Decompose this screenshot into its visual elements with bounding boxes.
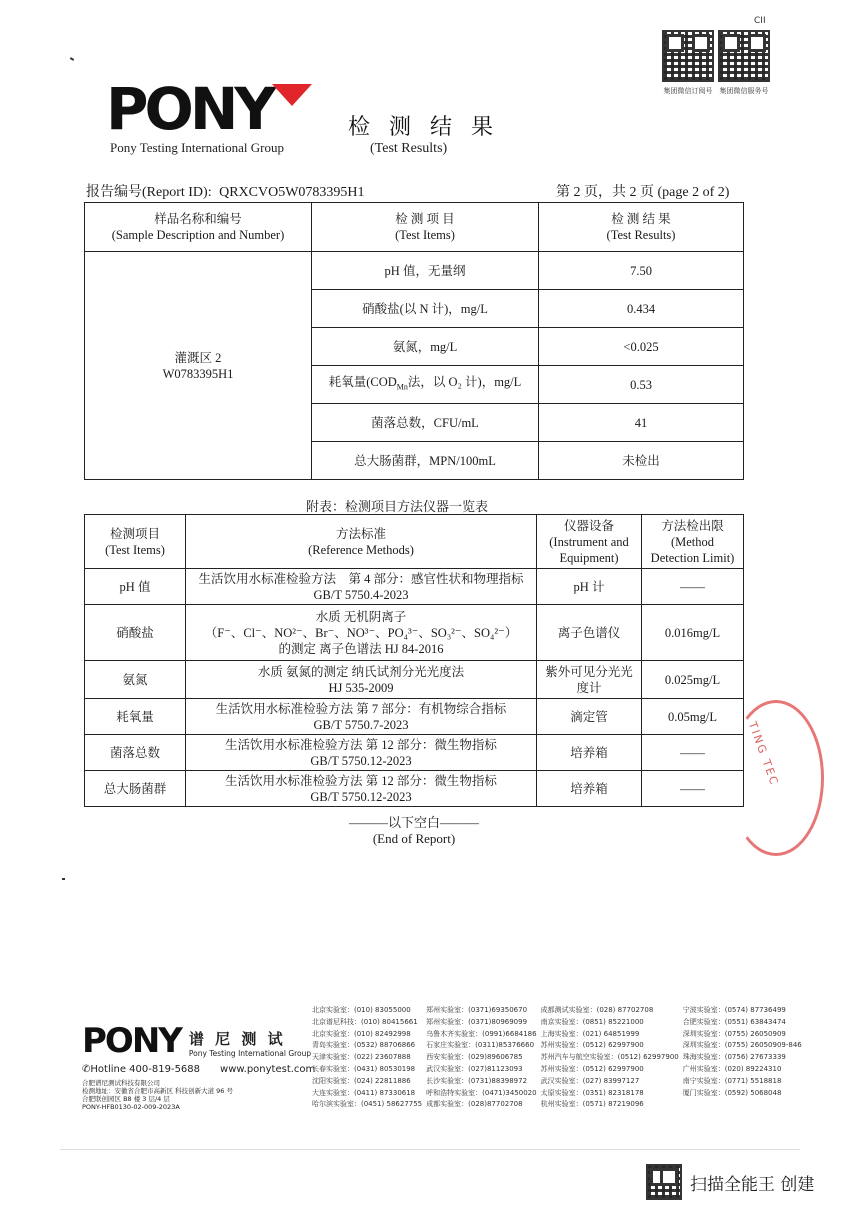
office-entry: 成都测试实验室：(028) 87702708 <box>540 1006 654 1014</box>
qr-caption-service: 集团微信服务号 <box>719 87 769 95</box>
appendix-method: 生活饮用水标准检验方法 第 12 部分：微生物指标 GB/T 5750.12-2023 <box>186 735 537 771</box>
appendix-method: 水质 氨氮的测定 纳氏试剂分光光度法 HJ 535-2009 <box>186 661 537 699</box>
table-row <box>85 252 744 290</box>
scanner-qr-icon <box>646 1164 682 1200</box>
appendix-table <box>84 514 744 807</box>
sample-cell <box>85 252 312 480</box>
office-entry: 太原实验室：(0351) 82318178 <box>540 1088 644 1097</box>
appendix-item: 硝酸盐 <box>85 605 186 661</box>
footer-divider <box>60 1149 800 1150</box>
appendix-instrument: 紫外可见分光光度计 <box>537 661 642 699</box>
table-row <box>85 661 744 699</box>
test-item: pH 值，无量纲 <box>312 252 539 290</box>
office-entry: 厦门实验室：(0592) 5068048 <box>682 1088 782 1097</box>
office-entry: 南京实验室：(0851) 85221000 <box>540 1017 644 1026</box>
office-entry: 广州实验室：(020) 89224310 <box>682 1064 782 1073</box>
header-sample: 样品名称和编号 (Sample Description and Number) <box>85 203 312 252</box>
end-of-report <box>314 812 514 847</box>
header-test-results: 检 测 结 果 (Test Results) <box>539 203 744 252</box>
office-entry: 青岛实验室：(0532) 88706866 <box>312 1041 416 1050</box>
office-entry: 天津实验室：(022) 23607888 <box>312 1053 411 1062</box>
office-entry: 北京谱尼科技：(010) 80415661 <box>312 1017 418 1026</box>
corner-mark: CII <box>754 16 766 26</box>
appendix-limit: 0.025mg/L <box>642 661 744 699</box>
appendix-limit: —— <box>642 735 744 771</box>
scan-speck <box>70 57 74 61</box>
logo-brand: PONY <box>106 75 273 143</box>
office-entry: 大连实验室：(0411) 87330618 <box>312 1088 416 1097</box>
office-entry: 乌鲁木齐实验室：(0991)6684186 <box>426 1029 537 1038</box>
office-entry: 上海实验室：(021) 64851999 <box>540 1029 640 1038</box>
test-result: 0.434 <box>539 290 744 328</box>
test-result: 41 <box>539 404 744 442</box>
test-item: 耗氧量($COD_{Mn}$法，以 O₂ 计)，mg/L <box>312 366 539 404</box>
scan-speck <box>62 878 65 880</box>
report-id <box>86 181 365 201</box>
doc-title-cn: 检 测 结 果 <box>348 115 499 140</box>
scanner-watermark: 扫描全能王 创建 <box>690 1175 815 1195</box>
appendix-method: 生活饮用水标准检验方法 第 4 部分：感官性状和物理指标 GB/T 5750.4-2023 <box>186 569 537 605</box>
table-row <box>85 735 744 771</box>
appendix-item: pH 值 <box>85 569 186 605</box>
office-entry: 呼和浩特实验室：(0471)3450020 <box>426 1088 537 1097</box>
office-entry: 北京实验室：(010) 83055000 <box>312 1006 411 1014</box>
header-test-items: 检 测 项 目 (Test Items) <box>312 203 539 252</box>
appendix-item: 总大肠菌群 <box>85 771 186 807</box>
office-entry: 哈尔滨实验室：(0451) 58627755 <box>312 1100 423 1109</box>
appendix-header-limit: 方法检出限 (Method Detection Limit) <box>642 515 744 569</box>
office-entry: 杭州实验室：(0571) 87219096 <box>540 1100 644 1109</box>
test-item: 硝酸盐(以 N 计)，mg/L <box>312 290 539 328</box>
footer-brand-block <box>82 1021 316 1111</box>
logo-subtitle: Pony Testing International Group <box>110 140 284 155</box>
appendix-limit: —— <box>642 569 744 605</box>
office-entry: 郑州实验室：(0371)69350670 <box>426 1006 528 1014</box>
sample-name: 灌溉区 2 <box>174 350 222 365</box>
appendix-header-item: 检测项目 (Test Items) <box>85 515 186 569</box>
office-entry: 深圳实验室：(0755) 26050909-846 <box>682 1041 802 1050</box>
appendix-instrument: 滴定管 <box>537 699 642 735</box>
appendix-method: 生活饮用水标准检验方法 第 7 部分：有机物综合指标 GB/T 5750.7-2023 <box>186 699 537 735</box>
appendix-instrument: 离子色谱仪 <box>537 605 642 661</box>
logo-accent-triangle <box>272 84 312 110</box>
footer-brand-cn: 谱 尼 测 试 <box>188 1030 286 1048</box>
phone-icon: ✆ <box>82 1064 91 1075</box>
footer-website: www.ponytest.com <box>220 1064 316 1075</box>
appendix-instrument: 培养箱 <box>537 771 642 807</box>
office-entry: 西安实验室：(029)89606785 <box>426 1053 523 1062</box>
end-of-report-cn: ———以下空白——— <box>348 815 479 830</box>
appendix-header-method: 方法标准 (Reference Methods) <box>186 515 537 569</box>
office-entry: 深圳实验室：(0755) 26050909 <box>682 1029 786 1038</box>
appendix-limit: 0.05mg/L <box>642 699 744 735</box>
appendix-instrument: 培养箱 <box>537 735 642 771</box>
office-entry: 南宁实验室：(0771) 5518818 <box>682 1076 782 1085</box>
table-row <box>85 771 744 807</box>
office-entry: 珠海实验室：(0756) 27673339 <box>682 1053 786 1062</box>
office-entry: 郑州实验室：(0371)80969099 <box>426 1017 528 1026</box>
table-row <box>85 569 744 605</box>
office-entry: 成都实验室：(028)87702708 <box>426 1100 523 1109</box>
table-row <box>85 605 744 661</box>
test-result: <0.025 <box>539 328 744 366</box>
office-entry: 长春实验室：(0431) 80530198 <box>312 1064 416 1073</box>
office-entry: 合肥实验室：(0551) 63843474 <box>682 1017 786 1026</box>
office-entry: 沈阳实验室：(024) 22811886 <box>312 1076 411 1085</box>
test-item: 总大肠菌群，MPN/100mL <box>312 442 539 480</box>
doc-title-en: (Test Results) <box>370 141 448 156</box>
appendix-item: 菌落总数 <box>85 735 186 771</box>
appendix-header-instrument: 仪器设备 (Instrument and Equipment) <box>537 515 642 569</box>
qr-code-subscription <box>662 30 714 82</box>
results-header-row <box>85 203 744 252</box>
office-entry: 北京实验室：(010) 82492998 <box>312 1029 411 1038</box>
office-entry: 苏州实验室：(0512) 62997900 <box>540 1064 644 1073</box>
report-id-value: QRXCVO5W0783395H1 <box>219 185 365 200</box>
table-row <box>85 699 744 735</box>
footer-brand-sub: Pony Testing International Group <box>188 1049 312 1058</box>
stamp-text: TING TEC <box>745 720 782 788</box>
appendix-limit: 0.016mg/L <box>642 605 744 661</box>
qr-caption-subscription: 集团微信订阅号 <box>663 87 713 95</box>
appendix-method: 水质 无机阴离子 （F⁻、Cl⁻、NO²⁻、Br⁻、NO³⁻、PO₄³⁻、SO₃²⁻、SO₄²⁻） 的测定 离子色谱法 HJ 84-2016 <box>186 605 537 661</box>
footer-company-info: 合肥谱尼测试科技有限公司 检测地址：安徽省合肥市高新区 科技创新大道 96 号 合肥联创园区 B8 楼 3 层/4 层 PONY-HFB0130-02-009-2023A <box>82 1079 233 1111</box>
appendix-method: 生活饮用水标准检验方法 第 12 部分：微生物指标 GB/T 5750.12-2023 <box>186 771 537 807</box>
appendix-caption: 附表：检测项目方法仪器一览表 <box>306 500 489 515</box>
test-item: 菌落总数，CFU/mL <box>312 404 539 442</box>
page-indicator: 第 2 页，共 2 页 (page 2 of 2) <box>556 185 730 200</box>
footer-contact <box>82 1064 315 1075</box>
office-entry: 长沙实验室：(0731)88398972 <box>426 1076 528 1085</box>
office-entry: 苏州实验室：(0512) 62997900 <box>540 1041 644 1050</box>
appendix-item: 氨氮 <box>85 661 186 699</box>
office-entry: 宁波实验室：(0574) 87736499 <box>682 1006 786 1014</box>
test-result: 0.53 <box>539 366 744 404</box>
footer-hotline: ✆Hotline 400-819-5688 <box>82 1064 201 1075</box>
office-entry: 苏州汽车与航空实验室：(0512) 62997900 <box>540 1053 679 1062</box>
office-entry: 石家庄实验室：(0311)85376660 <box>426 1041 535 1050</box>
office-entry: 武汉实验室：(027)81123093 <box>426 1064 523 1073</box>
end-of-report-en: (End of Report) <box>372 831 456 846</box>
office-entry: 武汉实验室：(027) 83997127 <box>540 1076 640 1085</box>
sample-number: W0783395H1 <box>162 366 234 381</box>
test-item: 氨氮，mg/L <box>312 328 539 366</box>
results-table <box>84 202 744 480</box>
appendix-instrument: pH 计 <box>537 569 642 605</box>
test-result: 7.50 <box>539 252 744 290</box>
qr-code-service <box>718 30 770 82</box>
appendix-header-row <box>85 515 744 569</box>
office-list <box>312 1005 800 1111</box>
appendix-item: 耗氧量 <box>85 699 186 735</box>
test-result: 未检出 <box>539 442 744 480</box>
footer-logo: PONY <box>82 1021 181 1061</box>
appendix-limit: —— <box>642 771 744 807</box>
report-id-label: 报告编号(Report ID): <box>86 185 212 200</box>
header-logo <box>106 75 284 156</box>
